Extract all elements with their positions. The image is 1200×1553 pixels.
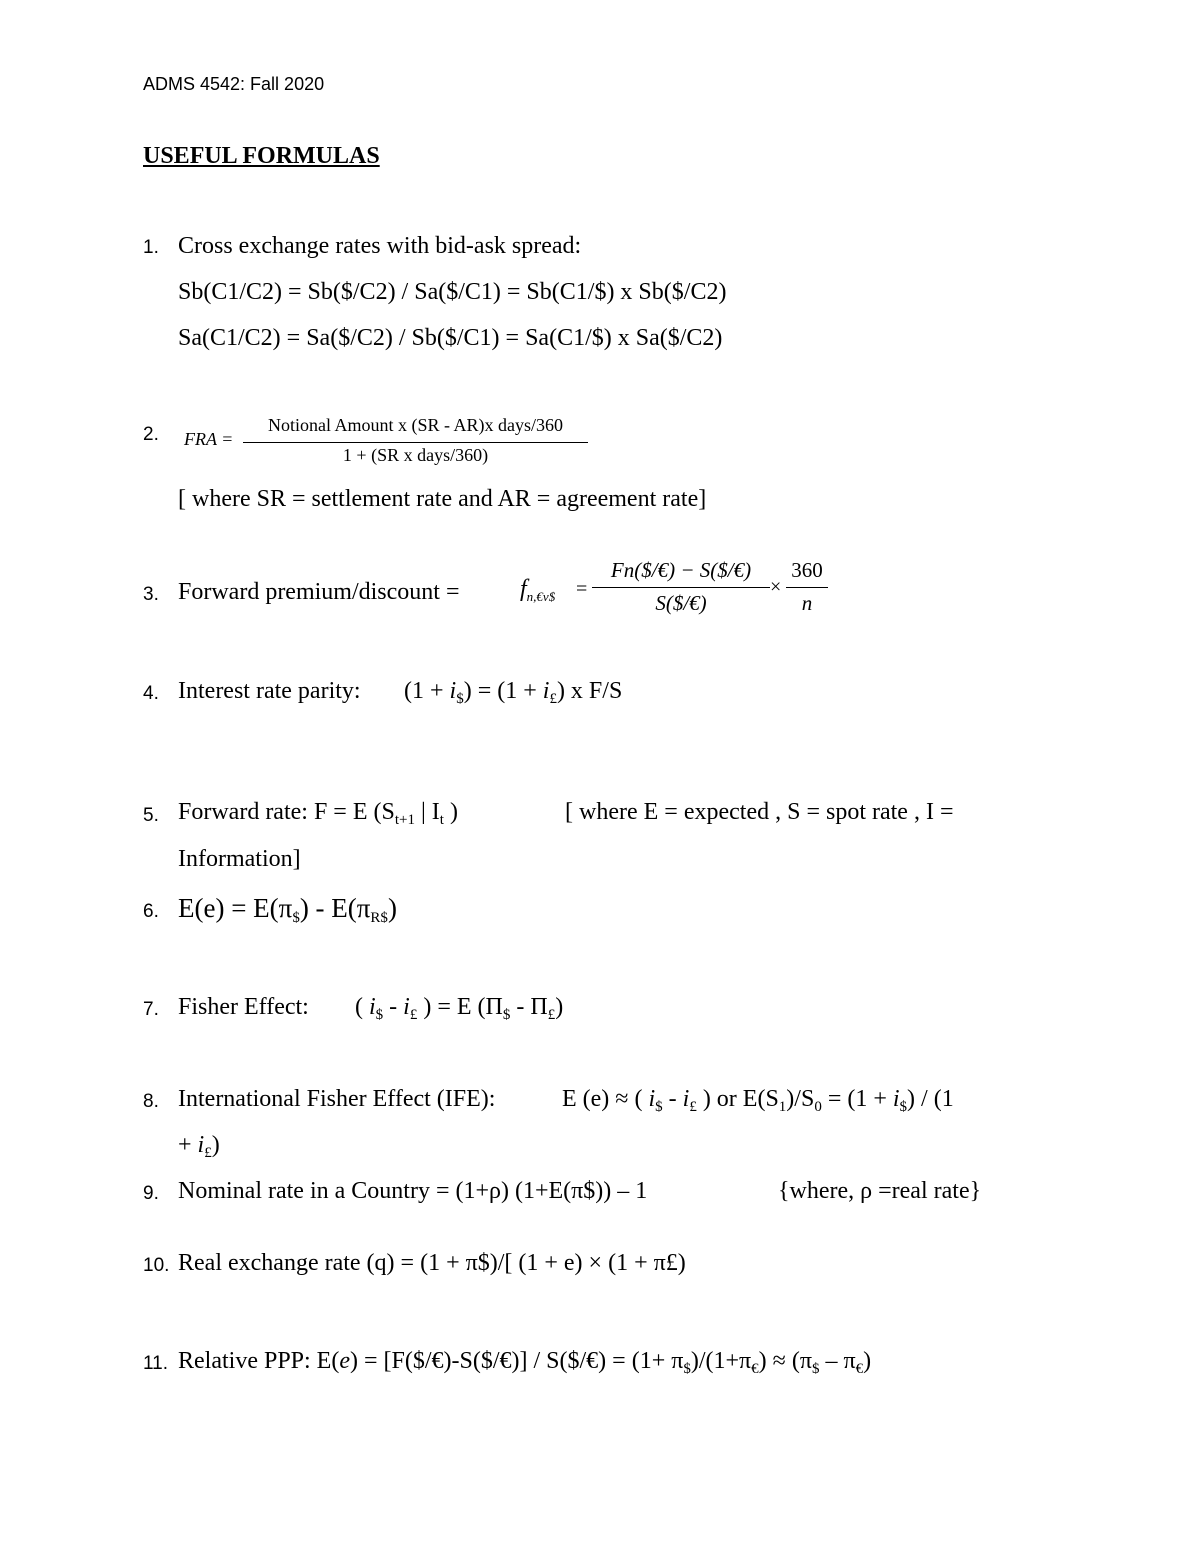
formula-7-equation: ( $i_{\$} - i_£$ ) = E $(\Pi_{\$} - \Pi_£)$ [355,994,564,1023]
formula-11-equation: Relative PPP: E(e) = [F($/€)-S($/€)] / S($/€) = $(1+ \pi_{\$})/(1+\pi_€) \approx (\pi_{\$} - \pi_€)$ [178,1348,872,1377]
item-number-6: 6. [143,901,159,922]
formula-6-equation: $E(e) = E(\pi_{\$}) - E(\pi_{R\$})$ [178,893,397,926]
item-number-3: 3. [143,584,159,605]
formula-4-label: Interest rate parity: [178,678,361,704]
formula-3-numerator: Fn($/€) − S($/€) [610,558,752,582]
item-number-9: 9. [143,1183,159,1204]
formula-4-equation: $(1 + i_{\$}) = (1 + i_£)$ x F/S [404,678,623,707]
formula-8-label: International Fisher Effect (IFE): [178,1086,496,1112]
formula-3-label: Forward premium/discount = [178,579,460,605]
item-number-10: 10. [143,1255,170,1276]
formula-1-eq-bid: Sb(C1/C2) = Sb($/C2) / Sa($/C1) = Sb(C1/$) x Sb($/C2) [178,279,727,305]
formula-7-label: Fisher Effect: [178,994,309,1020]
course-header: ADMS 4542: Fall 2020 [143,74,325,94]
formula-2-lhs: FRA = [184,429,234,449]
formula-5-equation: Forward rate: F = E ($S_{t+1}$ | $I_t$ ) [178,799,458,828]
formula-9-equation: Nominal rate in a Country = (1+ρ) (1+E(π$)) – 1 [178,1178,648,1204]
formula-8-equation: E (e) ≈ ( $i_{\$} - i_£$ ) or $E(S_1)/S_0 = (1 + i_{\$}) / (1$ [562,1086,954,1115]
formula-3-denominator: S($/€) [655,591,707,615]
formula-5-note: [ where E = expected , S = spot rate , I = [565,799,954,825]
formula-3-lhs: $f_{n,€v\$}$ [520,576,556,604]
formula-1-label: Cross exchange rates with bid-ask spread: [178,233,582,259]
formula-3-denominator-2: n [801,591,813,615]
formula-3-numerator-2: 360 [791,558,823,582]
item-number-8: 8. [143,1091,159,1112]
formula-5-note-cont: Information] [178,846,301,872]
item-number-5: 5. [143,805,159,826]
formula-9-note: {where, ρ =real rate} [778,1178,982,1204]
formula-2-numerator: Notional Amount x (SR - AR)x days/360 [267,415,563,435]
formula-3-equals: = [576,578,588,600]
item-number-1: 1. [143,237,159,258]
formula-3-fraction-bar [592,587,770,588]
formula-10-equation: Real exchange rate (q) = (1 + π$)/[ (1 + e) × (1 + π£) [178,1250,686,1276]
formula-2-note: [ where SR = settlement rate and AR = agreement rate] [178,486,707,512]
item-number-4: 4. [143,683,159,704]
page-title: USEFUL FORMULAS [143,143,380,169]
formula-1-eq-ask: Sa(C1/C2) = Sa($/C2) / Sb($/C1) = Sa(C1/$) x Sa($/C2) [178,325,723,351]
formula-8-equation-cont: + $i_£$) [178,1132,220,1161]
item-number-7: 7. [143,999,159,1020]
formula-3-times: × [770,576,782,598]
item-number-11: 11. [143,1353,169,1374]
formula-2-fraction-bar [243,442,588,443]
formula-3-fraction-bar-2 [786,587,828,588]
formula-2-denominator: 1 + (SR x days/360) [342,445,489,465]
item-number-2: 2. [143,424,159,445]
